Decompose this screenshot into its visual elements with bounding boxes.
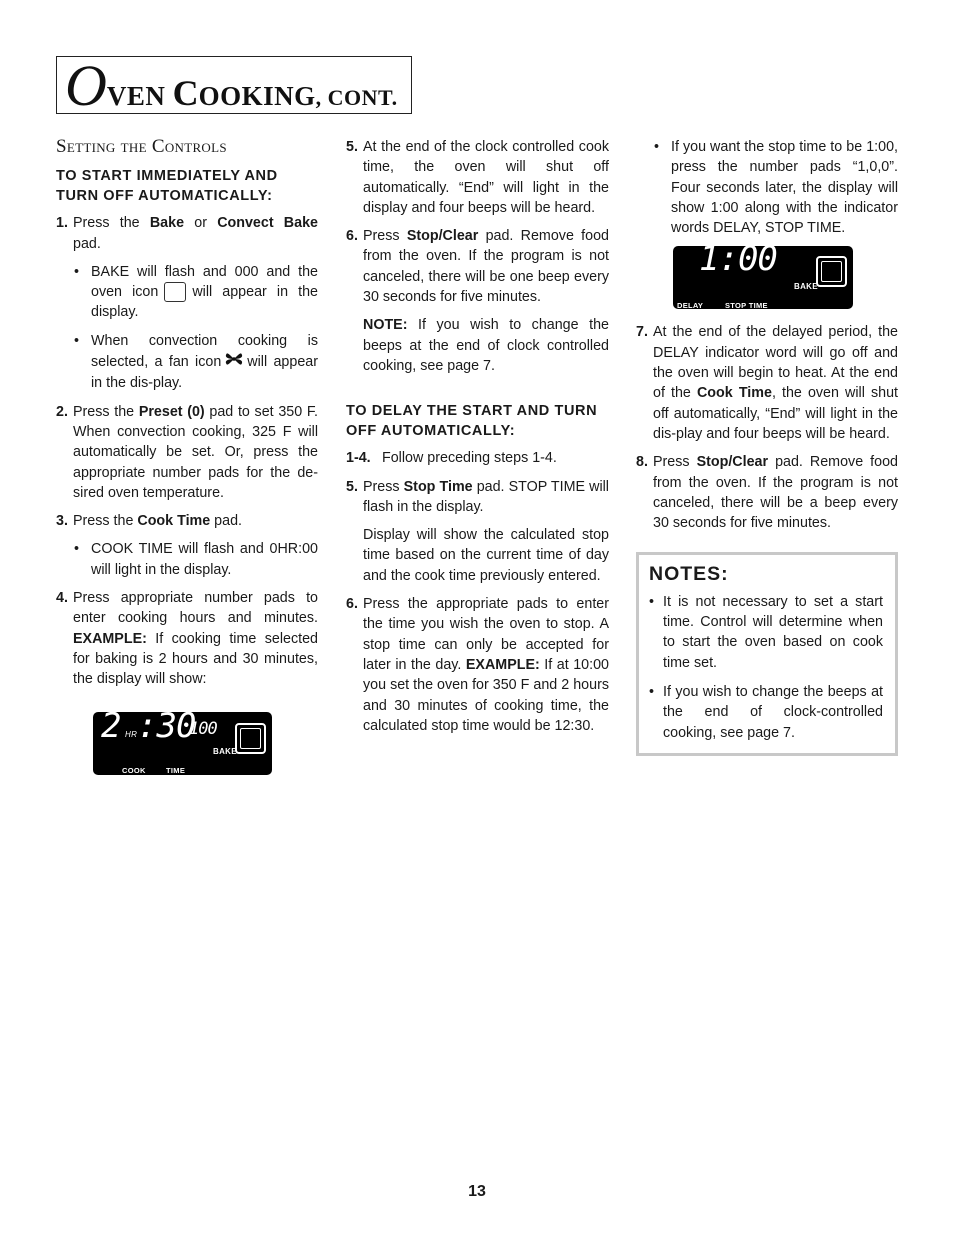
step-text: or: [184, 215, 218, 232]
step-2: [56, 402, 318, 503]
column-left: [56, 137, 318, 775]
lcd-stop-time: 1:00: [699, 239, 777, 280]
bullet-text: COOK TIME will flash and 0HR:00 will light in the display.: [91, 541, 318, 578]
step-text: If at 10:00 you set the oven for 350 F and 2 hours and 30 minutes of cooking time, the calculated stop time would be 12:30.: [363, 656, 609, 734]
step-number: 3.: [56, 513, 68, 530]
step-number: 2.: [56, 403, 68, 420]
note: [346, 315, 609, 376]
step-number: 5.: [346, 478, 358, 495]
page-title: [65, 53, 398, 118]
lcd-minutes: :30: [137, 705, 196, 746]
step-number: 6.: [346, 228, 358, 245]
bullet-text: BAKE will flash and 000 and the oven icon: [91, 263, 318, 301]
step-5: [346, 137, 609, 218]
step-text: Press the: [73, 513, 138, 530]
step-number: 5.: [346, 139, 358, 155]
step-number: 4.: [56, 590, 68, 607]
step-3: [56, 511, 318, 531]
bake-pad-label: Bake: [149, 215, 185, 232]
step-number: 6.: [346, 596, 358, 613]
lcd-bake: BAKE: [213, 746, 237, 756]
stop-time-pad-label: Stop Time: [403, 478, 473, 495]
step-number: 1.: [56, 215, 68, 232]
lcd-bake: BAKE: [794, 282, 818, 292]
cook-time-pad-label: Cook Time: [137, 513, 211, 530]
step-text: pad.: [73, 235, 101, 252]
step-text: At the end of the clock controlled cook time, the oven will shut off automatically. “End” will light in the display and four beeps will be heard.: [363, 139, 609, 216]
lcd-cook: COOK: [122, 765, 146, 775]
bullet-text: When convection cooking is selected, a fan icon: [91, 332, 318, 371]
example-label: EXAMPLE:: [73, 630, 147, 647]
display-cook-time: [93, 705, 272, 775]
note-text: If you wish to change the beeps at the end of clock controlled cooking, see page 7.: [363, 317, 609, 374]
subhead-start-immediately: TO START IMMEDIATELY AND TURN OFF AUTOMATICALLY:: [56, 168, 278, 205]
page-number: 13: [468, 1183, 486, 1200]
step-text: Follow preceding steps 1-4.: [382, 450, 557, 467]
fan-icon: [225, 351, 243, 373]
step-text: Press the appropriate pads to enter the time you wish the oven to stop. A stop time can only be accepted for later in the day.: [363, 596, 609, 673]
note-label: NOTE:: [363, 317, 408, 334]
display-delay-stop-time: [673, 239, 853, 311]
title-cap: O: [65, 53, 107, 118]
title-rest: VEN: [106, 81, 173, 111]
notes-item: • If you wish to change the beeps at the end of clock-controlled cooking, see page 7.: [649, 682, 883, 743]
step-6-delay: [346, 594, 609, 736]
lcd-stop-time-label: STOP TIME: [725, 301, 768, 311]
step-text: Press the: [73, 215, 150, 232]
step-text: Press: [653, 454, 697, 471]
step-text: pad. STOP TIME will flash in the display.: [363, 478, 609, 515]
lcd-delay: DELAY: [677, 301, 704, 311]
notes-title: NOTES:: [649, 563, 729, 586]
bullet-fan-icon: [56, 331, 318, 394]
notes-box: [636, 552, 898, 755]
step-1: [56, 213, 318, 254]
step-text: pad. Remove food from the oven. If the program is not canceled, there will be a beep every 30 seconds for five minutes.: [653, 454, 898, 532]
preset-pad-label: Preset (0): [138, 403, 205, 420]
bullet-bake-flash: [56, 262, 318, 323]
cook-time-label: Cook Time: [696, 385, 772, 402]
step-text: pad. Remove food from the oven. If the program is not canceled, there will be one beep every 30 seconds for five minutes.: [363, 228, 609, 306]
column-right: [636, 137, 898, 756]
step-number: 8.: [636, 454, 648, 471]
step-6: [346, 226, 609, 307]
step-8: [636, 452, 898, 533]
step-text: , the oven will shut off automatically, “End” will light in the dis-play and four beeps will be heard.: [653, 385, 899, 442]
step-text: Press: [363, 228, 407, 245]
step-text: Press appropriate number pads to enter cooking hours and minutes.: [73, 590, 318, 627]
step-5-delay: [346, 477, 609, 518]
step-7: [636, 322, 898, 444]
step-number: 1-4.: [346, 450, 371, 467]
lcd-oven-icon: [235, 723, 266, 754]
step-text: pad to set 350 F. When convection cooking, 325 F will automatically be set. Or, press the appropriate number pads for the de-sired oven temperature.: [73, 403, 318, 501]
step-4: [56, 588, 318, 689]
title-rest2: OOKING: [198, 81, 316, 111]
bullet-text: If you want the stop time to be 1:00, press the number pads “1,0,0”. Four seconds later, the display will show 1:00 along with the indicator words DELAY, STOP TIME.: [671, 139, 898, 237]
bullet-text: will appear in the dis-play.: [91, 354, 319, 392]
step-text: At the end of the delayed period, the DELAY indicator word will go off and the oven will begin to heat. At the end of the: [653, 324, 898, 402]
lcd-temp: 100: [189, 718, 217, 739]
step-text: pad.: [210, 513, 243, 530]
step-number: 7.: [636, 324, 648, 341]
step-text: Press: [363, 478, 404, 495]
subhead-delay-start: TO DELAY THE START AND TURN OFF AUTOMATICALLY:: [346, 403, 598, 440]
page-title-box: [56, 53, 412, 118]
stop-clear-pad-label: Stop/Clear: [696, 454, 769, 471]
title-tail: , CONT.: [315, 85, 398, 110]
title-big: C: [172, 73, 199, 113]
oven-icon: [164, 282, 186, 302]
lcd-time: TIME: [166, 765, 186, 775]
example-label: EXAMPLE:: [465, 656, 540, 673]
lcd-hours: 2: [101, 705, 121, 746]
step-text: Press the: [73, 403, 139, 420]
lcd-hr: HR: [125, 729, 138, 739]
bullet-text: will appear in the display.: [91, 284, 318, 321]
step-text: If cooking time selected for baking is 2 hours and 30 minutes, the display will show:: [73, 630, 318, 688]
section-title: Setting the Controls: [56, 136, 227, 157]
lcd-oven-icon: [816, 256, 847, 287]
convect-bake-pad-label: Convect Bake: [217, 215, 318, 232]
display-explanation: Display will show the calculated stop time based on the current time of day and the cook time previously entered.: [363, 527, 609, 584]
notes-item: • It is not necessary to set a start time. Control will determine when to start the oven based on cook time set.: [649, 592, 883, 673]
column-middle: [346, 137, 609, 744]
step-1-4: [346, 448, 609, 468]
stop-clear-pad-label: Stop/Clear: [406, 228, 479, 245]
bullet-cook-time-flash: [56, 539, 318, 580]
bullet-stop-time: [636, 137, 898, 238]
